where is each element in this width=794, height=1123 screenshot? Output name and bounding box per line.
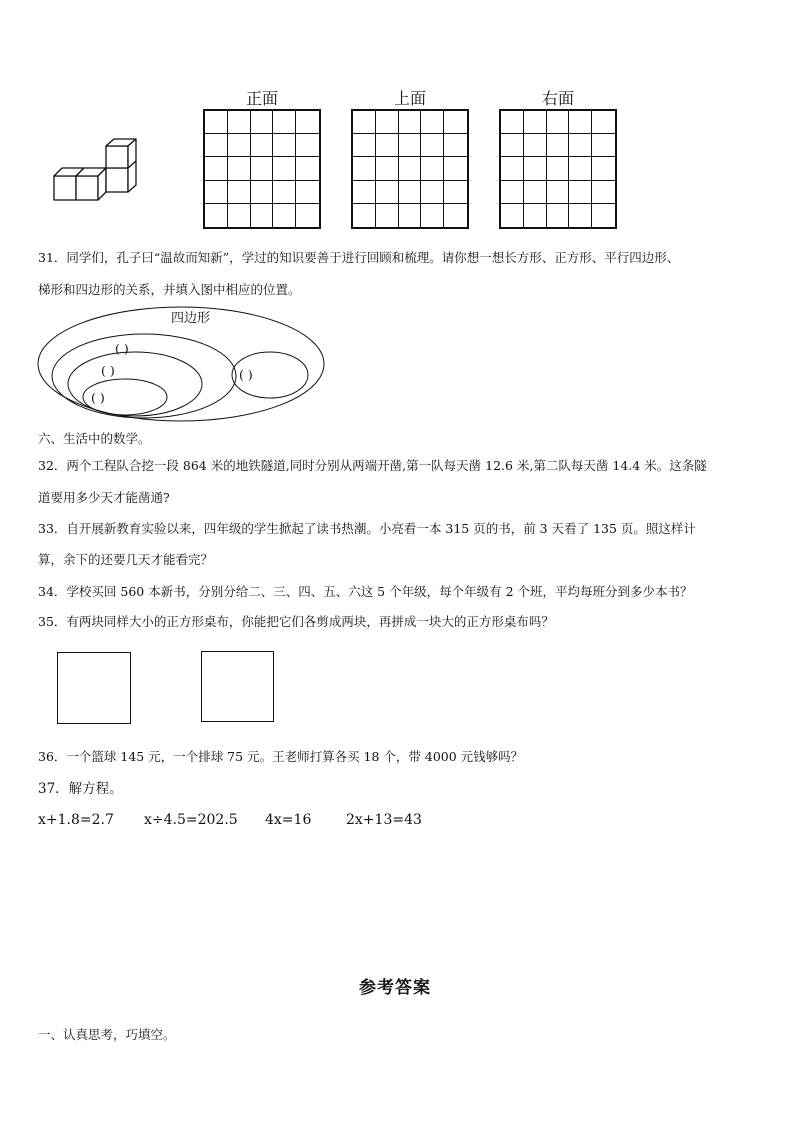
top-view-grid[interactable]: [351, 109, 469, 229]
grid-cell[interactable]: [547, 111, 570, 134]
grid-cell[interactable]: [501, 134, 524, 157]
grid-cell[interactable]: [501, 204, 524, 227]
equation-1: x+1.8=2.7: [38, 812, 114, 828]
grid-cell[interactable]: [251, 134, 274, 157]
grid-cell[interactable]: [399, 157, 422, 180]
grid-cell[interactable]: [592, 204, 615, 227]
grid-cell[interactable]: [501, 157, 524, 180]
grid-cell[interactable]: [296, 111, 319, 134]
grid-cell[interactable]: [592, 134, 615, 157]
grid-cell[interactable]: [228, 111, 251, 134]
grid-cell[interactable]: [592, 111, 615, 134]
grid-cell[interactable]: [273, 181, 296, 204]
grid-cell[interactable]: [296, 181, 319, 204]
grid-cell[interactable]: [444, 111, 467, 134]
grid-cell[interactable]: [592, 157, 615, 180]
grid-cell[interactable]: [228, 134, 251, 157]
question-32-line2: 道要用多少天才能凿通?: [38, 490, 170, 505]
right-view-grid[interactable]: [499, 109, 617, 229]
grid-cell[interactable]: [228, 204, 251, 227]
grid-cell[interactable]: [547, 181, 570, 204]
grid-cell[interactable]: [547, 134, 570, 157]
grid-cell[interactable]: [524, 111, 547, 134]
grid-cell[interactable]: [228, 157, 251, 180]
grid-cell[interactable]: [501, 111, 524, 134]
grid-cell[interactable]: [376, 204, 399, 227]
question-32-line1: 32．两个工程队合挖一段 864 米的地铁隧道,同时分别从两端开凿,第一队每天凿 12.6 米,第二队每天凿 14.4 米。这条隧: [38, 458, 707, 473]
front-view-grid[interactable]: [203, 109, 321, 229]
grid-cell[interactable]: [273, 134, 296, 157]
cube-figure: [50, 138, 140, 204]
grid-cell[interactable]: [251, 181, 274, 204]
grid-cell[interactable]: [501, 181, 524, 204]
grid-cell[interactable]: [569, 157, 592, 180]
question-33-line1: 33．自开展新教育实验以来，四年级的学生掀起了读书热潮。小亮看一本 315 页的书，前 3 天看了 135 页。照这样计: [38, 521, 696, 536]
grid-cell[interactable]: [205, 157, 228, 180]
square-tablecloth-1: [57, 652, 131, 724]
question-33-line2: 算，余下的还要几天才能看完？: [38, 552, 214, 567]
grid-cell[interactable]: [524, 204, 547, 227]
grid-cell[interactable]: [399, 111, 422, 134]
grid-cell[interactable]: [296, 157, 319, 180]
grid-cell[interactable]: [444, 181, 467, 204]
grid-cell[interactable]: [273, 157, 296, 180]
grid-cell[interactable]: [524, 157, 547, 180]
grid-cell[interactable]: [421, 204, 444, 227]
grid-cell[interactable]: [376, 134, 399, 157]
question-31-line2: 梯形和四边形的关系，并填入图中相应的位置。: [38, 282, 301, 297]
grid-cell[interactable]: [547, 157, 570, 180]
question-36: 36．一个篮球 145 元，一个排球 75 元。王老师打算各买 18 个，带 4000 元钱够吗？: [38, 749, 524, 764]
grid-cell[interactable]: [376, 157, 399, 180]
grid-cell[interactable]: [353, 157, 376, 180]
grid-cell[interactable]: [421, 157, 444, 180]
answers-section-1: 一、认真思考，巧填空。: [38, 1027, 176, 1042]
question-37: 37．解方程。: [38, 781, 123, 797]
question-31-line1: 31．同学们，孔子曰“温故而知新”，学过的知识要善于进行回顾和梳理。请你想一想长方形、正方形、平行四边形、: [38, 250, 680, 265]
grid-cell[interactable]: [444, 157, 467, 180]
blank-slot-2[interactable]: ( ): [101, 363, 115, 378]
grid-cell[interactable]: [569, 111, 592, 134]
top-view-label: 上面: [393, 89, 426, 108]
question-34: 34．学校买回 560 本新书，分别分给二、三、四、五、六这 5 个年级，每个年级有 2 个班，平均每班分到多少本书？: [38, 584, 693, 599]
section-6-heading: 六、生活中的数学。: [38, 431, 151, 446]
grid-cell[interactable]: [353, 204, 376, 227]
grid-cell[interactable]: [399, 204, 422, 227]
grid-cell[interactable]: [273, 111, 296, 134]
blank-slot-4[interactable]: ( ): [239, 367, 253, 382]
grid-cell[interactable]: [205, 204, 228, 227]
answers-title: 参考答案: [359, 978, 431, 998]
grid-cell[interactable]: [592, 181, 615, 204]
grid-cell[interactable]: [421, 181, 444, 204]
grid-cell[interactable]: [569, 134, 592, 157]
equation-3: 4x=16: [265, 812, 312, 828]
grid-cell[interactable]: [353, 181, 376, 204]
grid-cell[interactable]: [569, 181, 592, 204]
question-35: 35．有两块同样大小的正方形桌布，你能把它们各剪成两块，再拼成一块大的正方形桌布吗？: [38, 614, 554, 629]
grid-cell[interactable]: [524, 181, 547, 204]
grid-cell[interactable]: [228, 181, 251, 204]
grid-cell[interactable]: [376, 111, 399, 134]
grid-cell[interactable]: [399, 134, 422, 157]
grid-cell[interactable]: [353, 134, 376, 157]
blank-slot-3[interactable]: ( ): [91, 390, 105, 405]
grid-cell[interactable]: [444, 134, 467, 157]
grid-cell[interactable]: [353, 111, 376, 134]
grid-cell[interactable]: [251, 157, 274, 180]
equation-4: 2x+13=43: [346, 812, 422, 828]
grid-cell[interactable]: [569, 204, 592, 227]
grid-cell[interactable]: [421, 134, 444, 157]
square-tablecloth-2: [201, 651, 274, 722]
grid-cell[interactable]: [205, 181, 228, 204]
grid-cell[interactable]: [251, 111, 274, 134]
front-view-label: 正面: [245, 89, 278, 108]
grid-cell[interactable]: [444, 204, 467, 227]
equation-2: x÷4.5=202.5: [144, 812, 238, 828]
outer-ellipse-label: 四边形: [171, 311, 211, 326]
grid-cell[interactable]: [399, 181, 422, 204]
grid-cell[interactable]: [251, 204, 274, 227]
grid-cell[interactable]: [547, 204, 570, 227]
grid-cell[interactable]: [296, 204, 319, 227]
grid-cell[interactable]: [205, 111, 228, 134]
grid-cell[interactable]: [296, 134, 319, 157]
right-view-label: 右面: [541, 89, 574, 108]
grid-cell[interactable]: [376, 181, 399, 204]
grid-cell[interactable]: [273, 204, 296, 227]
grid-cell[interactable]: [205, 134, 228, 157]
grid-cell[interactable]: [421, 111, 444, 134]
grid-cell[interactable]: [524, 134, 547, 157]
blank-slot-1[interactable]: ( ): [115, 341, 129, 356]
